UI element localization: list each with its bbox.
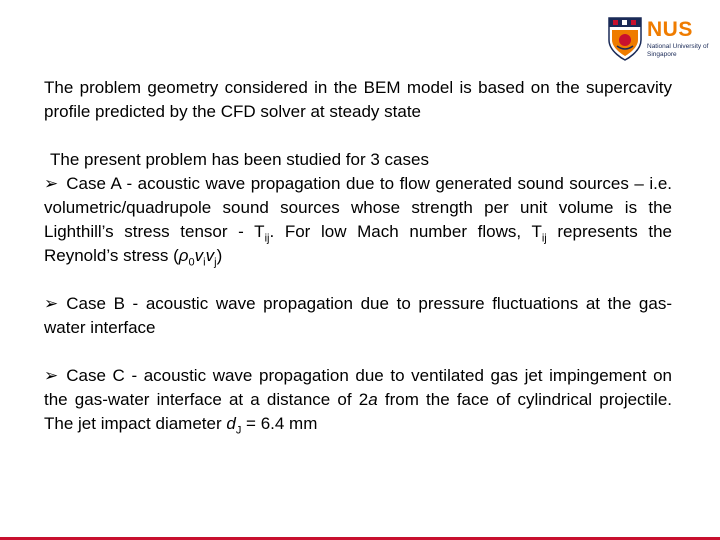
bullet-case-c bbox=[44, 364, 672, 436]
case-a-tail: represents the Reynold’s stress ( bbox=[44, 222, 672, 265]
velocity-i-subscript: i bbox=[203, 256, 206, 269]
case-c-mid: from the face of cylindrical projectile. The jet impact diameter bbox=[44, 390, 673, 433]
paragraph-geometry: The problem geometry considered in the BEM model is based on the supercavity profile predicted by the CFD solver at steady state bbox=[44, 78, 672, 121]
case-c-a: a bbox=[368, 390, 378, 409]
velocity-j: v bbox=[205, 246, 215, 265]
rho-symbol: ρ bbox=[178, 246, 189, 265]
case-c-end: = 6.4 mm bbox=[241, 414, 318, 433]
nus-logo bbox=[607, 16, 715, 64]
arrow-bullet-icon: ➢ bbox=[44, 174, 59, 194]
bullet-case-a bbox=[44, 172, 672, 268]
tensor-subscript-2: ij bbox=[541, 232, 547, 245]
velocity-j-subscript: j bbox=[214, 256, 217, 269]
case-c-text: Case C - acoustic wave propagation due to ventilated gas jet impingement on the gas-water interface at a distance of 2 bbox=[44, 366, 672, 409]
nus-wordmark: NUS bbox=[647, 18, 693, 41]
case-a-end: ) bbox=[216, 246, 223, 265]
rho-subscript: 0 bbox=[188, 256, 195, 269]
slide-content bbox=[44, 76, 672, 436]
nus-subtitle: National University of Singapore bbox=[647, 43, 709, 58]
paragraph-intro: The present problem has been studied for 3 cases bbox=[50, 150, 429, 169]
case-a-mid: . For low Mach number flows, T bbox=[269, 222, 542, 241]
tensor-subscript: ij bbox=[264, 232, 270, 245]
case-c-d: d bbox=[226, 414, 236, 433]
case-a-text: Case A - acoustic wave propagation due to flow generated sound sources – i.e. volumetric/quadrupole sound sources whose strength per unit volume is the Lighthill’s stress tensor - T bbox=[44, 174, 672, 241]
nus-crest-icon bbox=[607, 16, 643, 62]
case-b-text: Case B - acoustic wave propagation due to pressure fluctuations at the gas-water interface bbox=[44, 294, 672, 337]
arrow-bullet-icon: ➢ bbox=[44, 366, 59, 386]
arrow-bullet-icon: ➢ bbox=[44, 294, 59, 314]
case-c-d-subscript: J bbox=[235, 424, 242, 437]
velocity-i: v bbox=[194, 246, 204, 265]
bullet-case-b bbox=[44, 292, 672, 340]
